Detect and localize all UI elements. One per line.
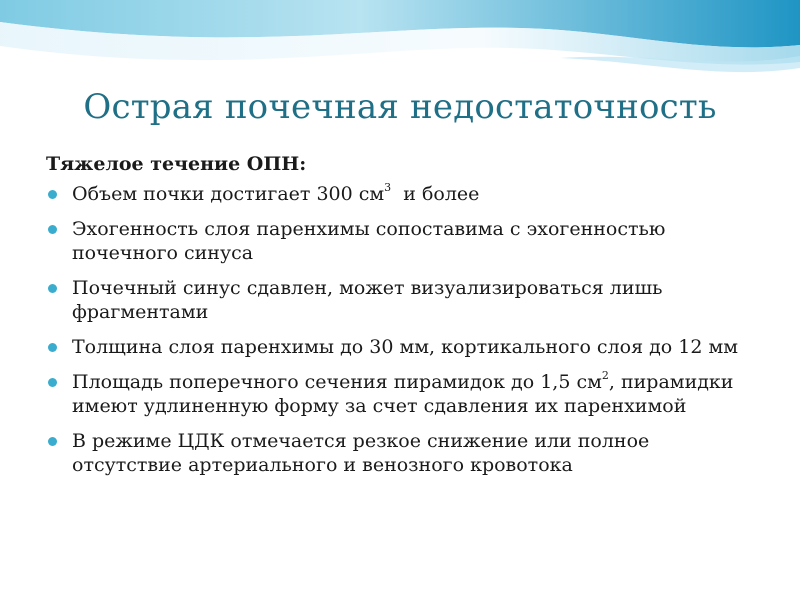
bullet-text-after: и более bbox=[391, 183, 480, 205]
slide-title: Острая почечная недостаточность bbox=[83, 87, 717, 127]
list-item bbox=[46, 217, 756, 265]
bullet-text: Толщина слоя паренхимы до 30 мм, кортикального слоя до 12 мм bbox=[72, 336, 739, 358]
bullet-text: Почечный синус сдавлен, может визуализироваться лишь фрагментами bbox=[72, 277, 663, 323]
bullet-list bbox=[46, 182, 756, 477]
list-item bbox=[46, 429, 756, 477]
bullet-dot-icon bbox=[48, 343, 57, 352]
bullet-text: Эхогенность слоя паренхимы сопоставима с эхогенностью почечного синуса bbox=[72, 218, 666, 264]
bullet-dot-icon bbox=[48, 190, 57, 199]
bullet-dot-icon bbox=[48, 225, 57, 234]
bullet-dot-icon bbox=[48, 437, 57, 446]
list-item bbox=[46, 370, 756, 418]
subheading: Тяжелое течение ОПН: bbox=[46, 153, 307, 175]
superscript: 2 bbox=[601, 368, 609, 382]
superscript: 3 bbox=[384, 180, 392, 194]
bullet-text: Объем почки достигает 300 см bbox=[72, 183, 385, 205]
list-item bbox=[46, 335, 756, 359]
bullet-dot-icon bbox=[48, 378, 57, 387]
bullet-text: Площадь поперечного сечения пирамидок до 1,5 см bbox=[72, 371, 602, 393]
bullet-text: В режиме ЦДК отмечается резкое снижение или полное отсутствие артериального и венозного кровотока bbox=[72, 430, 650, 476]
bullet-dot-icon bbox=[48, 284, 57, 293]
list-item bbox=[46, 182, 756, 206]
wave-decoration-icon bbox=[0, 0, 800, 90]
list-item bbox=[46, 276, 756, 324]
slide-content bbox=[46, 152, 756, 488]
bullet-text-after: , пирамидки имеют удлиненную форму за счет сдавления их паренхимой bbox=[72, 371, 734, 417]
